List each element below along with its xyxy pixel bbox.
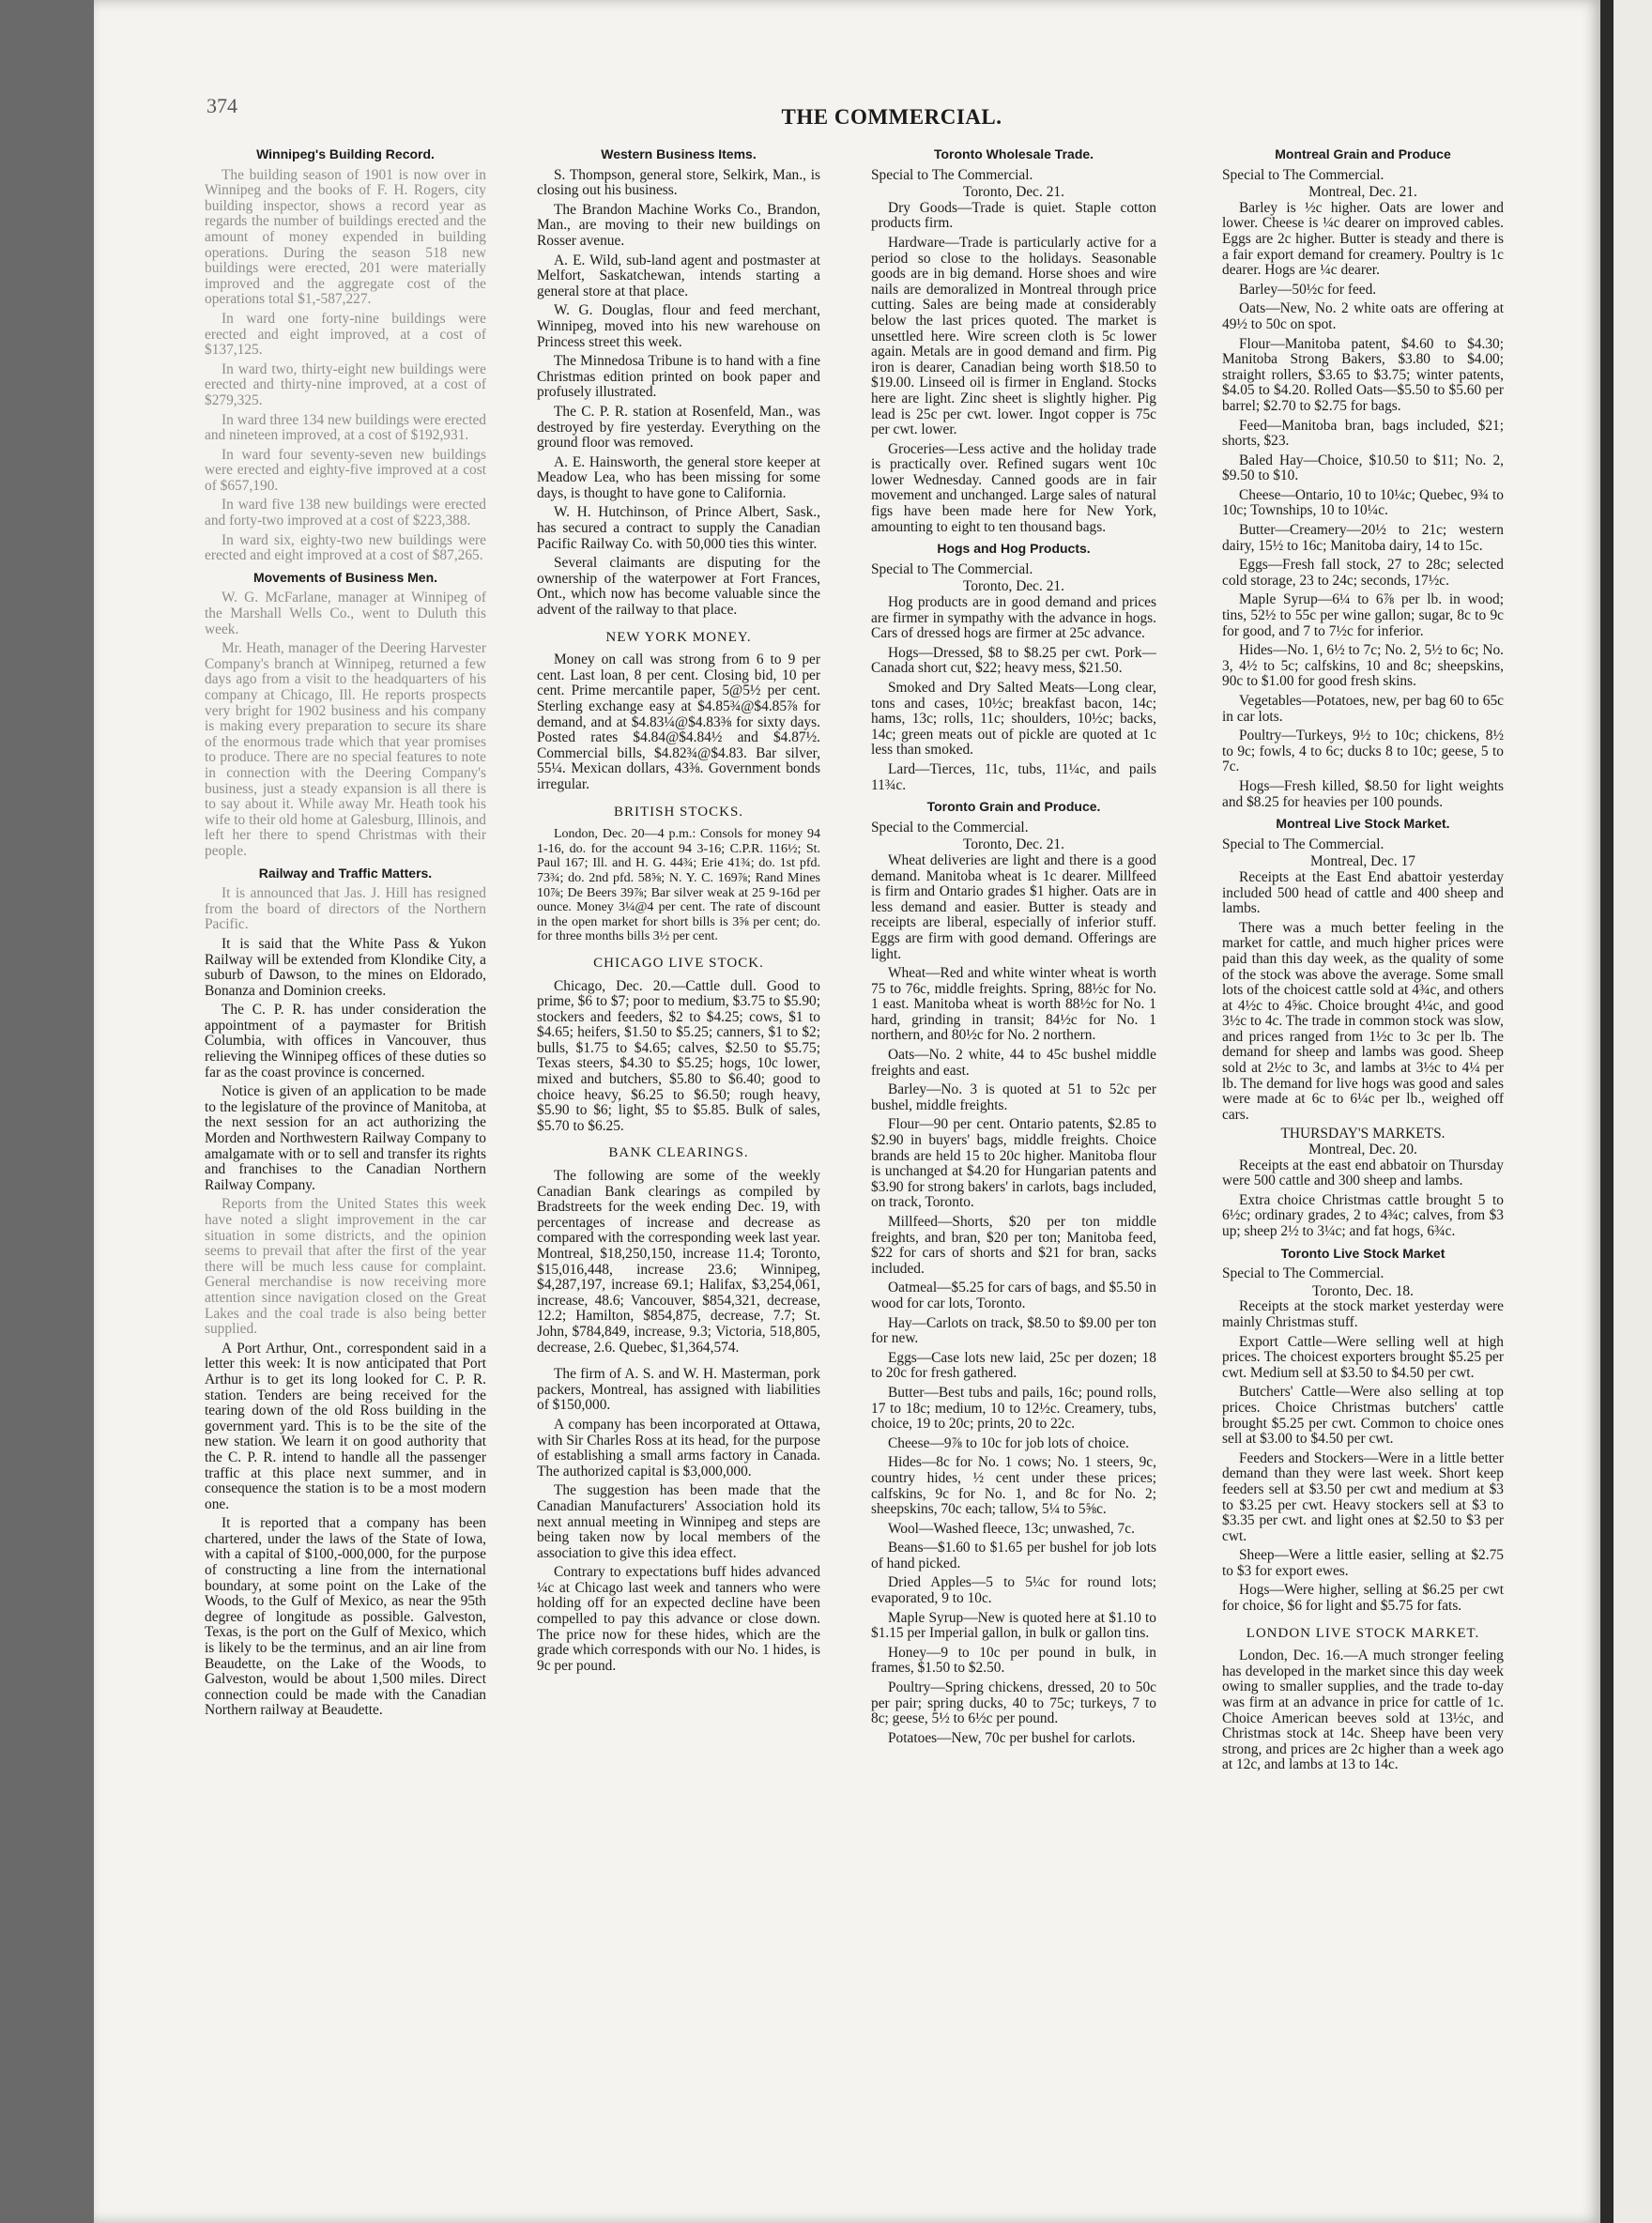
headline-montreal-live-stock: Montreal Live Stock Market.	[1276, 816, 1450, 832]
headline-winnipeg-building: Winnipeg's Building Record.	[256, 146, 435, 161]
paragraph: The suggestion has been made that the Canadian Manufacturers' Association hold its next annual meeting in Winnipeg and steps are being taken now by local members of the association to give this idea effect.	[537, 1482, 820, 1561]
paragraph: Flour—Manitoba patent, $4.60 to $4.30; Manitoba Strong Bakers, $3.80 to $4.00; straight rollers, $3.65 to $3.75; winter patents, $4.05 to $4.20. Rolled Oats—$5.50 to $5.60 per barrel; $2.70 to $2.75 for bags.	[1222, 335, 1504, 414]
byline: Special to the Commercial.	[871, 819, 1029, 836]
paragraph: A Port Arthur, Ont., correspondent said in a letter this week: It is now anticipated that Port Arthur is to get its long looked for C. P. R. station. Tenders are being received for the tearing down of the old Ross building in the government yard. This is to be the site of the new station. We learn it on good authority that the C. P. R. intend to handle all the passenger traffic at this place next summer, and in consequence the station is to be a most modern one.	[205, 1340, 486, 1512]
paragraph: The C. P. R. station at Rosenfeld, Man., was destroyed by fire yesterday. Everything on the ground floor was removed.	[537, 403, 820, 452]
paragraph: Oats—No. 2 white, 44 to 45c bushel middle freights and east.	[871, 1047, 1156, 1079]
paragraph: Hogs—Were higher, selling at $6.25 per cwt for choice, $6 for light and $5.75 for fats.	[1222, 1582, 1504, 1615]
paragraph: Receipts at the stock market yesterday were mainly Christmas stuff.	[1222, 1298, 1504, 1330]
subheading-thursdays-markets: THURSDAY'S MARKETS.	[1280, 1126, 1446, 1142]
paragraph: W. G. McFarlane, manager at Winnipeg of the Marshall Wells Co., went to Duluth this week.	[205, 590, 486, 637]
headline-london-live-stock: LONDON LIVE STOCK MARKET.	[1246, 1625, 1480, 1641]
dateline: Toronto, Dec. 18.	[1312, 1282, 1414, 1299]
byline: Special to The Commercial.	[871, 166, 1033, 183]
dateline: Montreal, Dec. 21.	[1308, 184, 1417, 201]
paragraph: Notice is given of an application to be made to the legislature of the province of Manitoba, at the next session for an act authorizing the Morden and Northwestern Railway Company to amalgamate with or to sell and transfer its rights and franchises to the Canadian Northern Railway Company.	[205, 1083, 486, 1193]
paragraph: Sheep—Were a little easier, selling at $2.75 to $3 for export ewes.	[1222, 1547, 1504, 1579]
scan-margin-right	[1600, 0, 1652, 2223]
paragraph: Potatoes—New, 70c per bushel for carlots.	[888, 1729, 1136, 1746]
paragraph: Oatmeal—$5.25 for cars of bags, and $5.50 in wood for car lots, Toronto.	[871, 1280, 1156, 1311]
adjacent-page-edge	[1614, 0, 1652, 2223]
paragraph: Several claimants are disputing for the ownership of the waterpower at Fort Frances, Ont., which now has become valuable since the advent of the railway to that place.	[537, 555, 820, 619]
byline: Special to The Commercial.	[871, 560, 1033, 577]
paragraph: Hides—8c for No. 1 cows; No. 1 steers, 9c, country hides, ½ cent under these prices; calfskins, 9c for No. 1, and 8c for No. 2; sheepskins, 70c each; tallow, 5¼ to 5⅝c.	[871, 1454, 1156, 1518]
headline-bank-clearings: BANK CLEARINGS.	[608, 1145, 749, 1161]
paragraph: The Minnedosa Tribune is to hand with a fine Christmas edition printed on book paper and profusely illustrated.	[537, 353, 820, 401]
paragraph: Wheat—Red and white winter wheat is worth 75 to 76c, middle freights. Spring, 88½c for No. 1 east. Manitoba wheat is worth 88½c for No. 1 hard, grinding in transit; 84½c for No. 1 northern, and 80½c for No. 2 northern.	[871, 965, 1156, 1044]
dateline: Toronto, Dec. 21.	[963, 184, 1064, 201]
paragraph: Cheese—9⅞ to 10c for job lots of choice.	[888, 1434, 1129, 1451]
paragraph: Groceries—Less active and the holiday trade is practically over. Refined sugars went 10c lower Wednesday. Canned goods are in fair movement and unchanged. Large sales of natural figs have been made here for New York, amounting to eight to ten thousand bags.	[871, 440, 1156, 535]
column-1	[205, 141, 486, 2206]
paragraph: The firm of A. S. and W. H. Masterman, pork packers, Montreal, has assigned with liabilities of $150,000.	[537, 1366, 820, 1414]
paragraph: The following are some of the weekly Canadian Bank clearings as compiled by Bradstreets for the week ending Dec. 19, with percentages of increase and decrease as compared with the corresponding week last year. Montreal, $18,250,150, increase 11.4; Toronto, $15,016,448, increase 23.6; Winnipeg, $4,287,197, increase 69.1; Halifax, $3,254,061, increase, 48.6; Vancouver, $854,321, decrease, 12.2; Hamilton, $854,875, decrease, 7.7; St. John, $784,849, increase, 9.3; Victoria, 518,805, decrease, 2.6. Quebec, $1,364,574.	[537, 1168, 820, 1356]
headline-toronto-wholesale: Toronto Wholesale Trade.	[933, 146, 1094, 161]
headline-hogs-products: Hogs and Hog Products.	[937, 541, 1091, 557]
paragraph: Chicago, Dec. 20.—Cattle dull. Good to prime, $6 to $7; poor to medium, $3.75 to $5.90; stockers and feeders, $2 to $4.25; cows, $1 to $4.65; heifers, $1.50 to $5.25; canners, $1 to $2; bulls, $1.75 to $4.65; calves, $2.50 to $5.75; Texas steers, $4.30 to $5.25; hogs, 10c lower, mixed and butchers, $5.80 to $6.40; good to choice heavy, $6.25 to $6.50; rough heavy, $5.90 to $6; light, $5 to $5.85. Bulk of sales, $5.70 to $6.25.	[537, 977, 820, 1134]
byline: Special to The Commercial.	[1222, 836, 1384, 852]
paragraph: Hardware—Trade is particularly active for a period so close to the holidays. Seasonable goods are in big demand. Horse shoes and wire nails are demoralized in Montreal through price cutting. Sales are being made at considerably below the last prices quoted. The market is unsettled here. Wire screen cloth is 5c lower again. Metals are in good demand and firm. Pig iron is dearer, Canadian being worth $18.50 to $19.00. Linseed oil is firmer in England. Stocks here are light. Zinc sheet is slightly higher. Pig lead is 25c per cwt. lower. Ingot copper is 75c per cwt. lower.	[871, 234, 1156, 438]
paragraph: Dried Apples—5 to 5¼c for round lots; evaporated, 9 to 10c.	[871, 1574, 1156, 1607]
paragraph: Millfeed—Shorts, $20 per ton middle freights, and bran, $20 per ton; Manitoba feed, $22 for cars of shorts and $21 for bran, sacks included.	[871, 1214, 1156, 1277]
paragraph: W. H. Hutchinson, of Prince Albert, Sask., has secured a contract to supply the Canadian Pacific Railway Co. with 50,000 ties this winter.	[537, 504, 820, 552]
paragraph: Eggs—Fresh fall stock, 27 to 28c; selected cold storage, 23 to 24c; seconds, 17½c.	[1222, 557, 1504, 589]
paragraph: Honey—9 to 10c per pound in bulk, in frames, $1.50 to $2.50.	[871, 1644, 1156, 1677]
headline-montreal-grain: Montreal Grain and Produce	[1275, 146, 1451, 161]
paragraph: Vegetables—Potatoes, new, per bag 60 to 65c in car lots.	[1222, 693, 1504, 725]
paragraph: Maple Syrup—New is quoted here at $1.10 to $1.15 per Imperial gallon, in bulk or gallon tins.	[871, 1609, 1156, 1642]
dateline: Montreal, Dec. 17	[1310, 853, 1415, 870]
paragraph: W. G. Douglas, flour and feed merchant, Winnipeg, moved into his new warehouse on Princess street this week.	[537, 302, 820, 350]
headline-toronto-grain: Toronto Grain and Produce.	[926, 799, 1101, 815]
paragraph: Dry Goods—Trade is quiet. Staple cotton products firm.	[871, 199, 1156, 232]
paragraph: Maple Syrup—6¼ to 6⅞ per lb. in wood; tins, 52½ to 55c per wine gallon; sugar, 8c to 9c for good, and 7 to 7½c for inferior.	[1222, 591, 1504, 639]
column-3	[871, 141, 1156, 2206]
paragraph: Butter—Creamery—20½ to 21c; western dairy, 15½ to 16c; Manitoba dairy, 14 to 15c.	[1222, 522, 1504, 554]
paragraph: Receipts at the east end abbatoir on Thursday were 500 cattle and 300 sheep and lambs.	[1222, 1157, 1504, 1189]
paragraph: A company has been incorporated at Ottawa, with Sir Charles Ross at its head, for the purpose of establishing a small arms factory in Canada. The authorized capital is $3,000,000.	[537, 1416, 820, 1479]
dateline: Montreal, Dec. 20.	[1308, 1142, 1417, 1158]
paragraph: Export Cattle—Were selling well at high prices. The choicest exporters brought $5.25 per cwt. Medium sell at $3.50 to $4.50 per cwt.	[1222, 1333, 1504, 1381]
paragraph: In ward two, thirty-eight new buildings were erected and thirty-nine improved, at a cost of $279,325.	[205, 360, 486, 408]
paragraph: Poultry—Turkeys, 9½ to 10c; chickens, 8½ to 9c; fowls, 4 to 6c; ducks 8 to 10c; geese, 5 to 7c.	[1222, 728, 1504, 775]
paragraph: Wool—Washed fleece, 13c; unwashed, 7c.	[888, 1520, 1135, 1537]
paragraph: Barley—No. 3 is quoted at 51 to 52c per bushel, middle freights.	[871, 1081, 1156, 1113]
paragraph: Feed—Manitoba bran, bags included, $21; shorts, $23.	[1222, 417, 1504, 450]
paragraph: In ward three 134 new buildings were erected and nineteen improved, at a cost of $192,931.	[205, 411, 486, 444]
paragraph: Hogs—Fresh killed, $8.50 for light weights and $8.25 for heavies per 100 pounds.	[1222, 777, 1504, 810]
paragraph: Contrary to expectations buff hides advanced ¼c at Chicago last week and tanners who were holding off for an expected decline have been compelled to pay this advance or close down. The price now for these hides, which are the grade which corresponds with our No. 1 hides, is 9c per pound.	[537, 1564, 820, 1674]
paragraph: Feeders and Stockers—Were in a little better demand than they were last week. Short keep feeders sell at $3.50 per cwt and medium at $3 to $3.25 per cwt. Heavy stockers sell at $3 to $3.35 per cwt. and light ones at $2.50 to $3 per cwt.	[1222, 1449, 1504, 1544]
byline: Special to The Commercial.	[1222, 1265, 1384, 1282]
paragraph: Baled Hay—Choice, $10.50 to $11; No. 2, $9.50 to $10.	[1222, 452, 1504, 484]
paragraph: Receipts at the East End abattoir yesterday included 500 head of cattle and 400 sheep and lambs.	[1222, 868, 1504, 917]
paragraph: Oats—New, No. 2 white oats are offering at 49½ to 50c on spot.	[1222, 300, 1504, 332]
column-4	[1222, 141, 1504, 2206]
paragraph: Extra choice Christmas cattle brought 5 to 6½c; ordinary grades, 2 to 4¾c; calves, from $3 up; sheep 2½ to 3¼c; and fat hogs, 6¾c.	[1222, 1191, 1504, 1239]
paragraph: Beans—$1.60 to $1.65 per bushel for job lots of hand picked.	[871, 1540, 1156, 1571]
paragraph: In ward one forty-nine buildings were erected and eight improved, at a cost of $137,125.	[205, 310, 486, 359]
headline-british-stocks: BRITISH STOCKS.	[613, 804, 744, 820]
paragraph: Hay—Carlots on track, $8.50 to $9.00 per ton for new.	[871, 1314, 1156, 1347]
paragraph: Reports from the United States this week have noted a slight improvement in the car situation in some districts, and the opinion seems to prevail that after the first of the year there will be much less cause for complaint. General merchandise is now receiving more attention since navigation closed on the Great Lakes and the coal trade is also being better supplied.	[205, 1196, 486, 1338]
paragraph: It is reported that a company has been chartered, under the laws of the State of Iowa, with a capital of $100,-000,000, for the purpose of constructing a line from the international boundary, at some point on the Lake of the Woods, to the Gulf of Mexico, as near the 95th degree of longitude as possible. Galveston, Texas, is the port on the Gulf of Mexico, which is likely to be the terminus, and an air line from Beaudette, on the Lake of the Woods, to Galveston, would be about 1,500 miles. Direct connection could be made with the Canadian Northern railway at Beaudette.	[205, 1515, 486, 1719]
paragraph: London, Dec. 16.—A much stronger feeling has developed in the market since this day week owing to smaller supplies, and the trade to-day was firm at an advance in price for cattle of 1c. Choice American beeves sold at 13½c, and Christmas stock at 14c. Sheep have been very strong, and prices are 2c higher than a week ago at 12c, and lambs at 13 to 14c.	[1222, 1648, 1504, 1773]
paragraph: The C. P. R. has under consideration the appointment of a paymaster for British Columbia, with offices in Vancouver, thus relieving the Winnipeg offices of these duties so far as the coast province is concerned.	[205, 1002, 486, 1081]
paragraph: Money on call was strong from 6 to 9 per cent. Last loan, 8 per cent. Closing bid, 10 per cent. Prime mercantile paper, 5@5½ per cent. Sterling exchange easy at $4.85¾@$4.85⅞ for demand, and at $4.83¼@$4.83⅜ for sixty days. Posted rates $4.84@$4.84½ and $4.87½. Commercial bills, $4.82¾@$4.83. Bar silver, 55¼. Mexican dollars, 43⅜. Government bonds irregular.	[537, 652, 820, 792]
paragraph: It is said that the White Pass & Yukon Railway will be extended from Klondike City, a suburb of Dawson, to the mines on Eldorado, Bonanza and Dominion creeks.	[205, 935, 486, 999]
paragraph: The Brandon Machine Works Co., Brandon, Man., are moving to their new buildings on Rosser avenue.	[537, 201, 820, 249]
paragraph: There was a much better feeling in the market for cattle, and much higher prices were paid than this day week, as the quality of some of the stock was above the average. Some small lots of the choicest cattle sold at 4¾c, and others at 4½c to 4⅝c. Choice brought 4¼c, and good 3½c to 4c. The trade in common stock was slow, and prices ranged from 1½c to 3c per lb. The demand for sheep and lambs was good. Sheep sold at 2½c to 3c, and lambs at 3½c to 4¼ per lb. The demand for live hogs was good and sales were made at 6c to 6¼c per lb., weighed off cars.	[1222, 919, 1504, 1123]
headline-toronto-live-stock: Toronto Live Stock Market	[1280, 1245, 1446, 1261]
paragraph: Butter—Best tubs and pails, 16c; pound rolls, 17 to 18c; medium, 10 to 12½c. Creamery, tubs, choice, 19 to 20c; prints, 20 to 22c.	[871, 1384, 1156, 1433]
paragraph: It is announced that Jas. J. Hill has resigned from the board of directors of the Northern Pacific.	[205, 885, 486, 933]
dateline: Toronto, Dec. 21.	[963, 836, 1064, 853]
paragraph: In ward six, eighty-two new buildings were erected and eight improved at a cost of $87,265.	[205, 531, 486, 564]
paragraph: Barley is ½c higher. Oats are lower and lower. Cheese is ¼c dearer on improved cables. Eggs are 2c higher. Butter is steady and there is a fair export demand for creamery. Poultry is 1c dearer. Hogs are ¼c dearer.	[1222, 199, 1504, 279]
paragraph: Lard—Tierces, 11c, tubs, 11¼c, and pails 11¾c.	[871, 760, 1156, 793]
paragraph: Hog products are in good demand and prices are firmer in sympathy with the advance in hogs. Cars of dressed hogs are firmer at 25c advance.	[871, 594, 1156, 642]
paragraph: Eggs—Case lots new laid, 25c per dozen; 18 to 20c for fresh gathered.	[871, 1349, 1156, 1382]
headline-railway-traffic: Railway and Traffic Matters.	[258, 865, 433, 881]
paragraph: Mr. Heath, manager of the Deering Harvester Company's branch at Winnipeg, returned a few days ago from a visit to the headquarters of his company at Chicago, Ill. He reports prospects very bright for 1902 business and his company is making every preparation to secure its share of the enormous trade which that year promises to produce. There are no special features to note in connection with the Deering Company's business, just a steady expansion is all there is to say about it. While away Mr. Heath took his wife to their old home at Galesburg, Illinois, and left her there to spend Christmas with their people.	[205, 640, 486, 859]
paragraph: A. E. Wild, sub-land agent and postmaster at Melfort, Saskatchewan, intends starting a general store at that place.	[537, 252, 820, 299]
paragraph: Barley—50½c for feed.	[1239, 281, 1377, 298]
paragraph: A. E. Hainsworth, the general store keeper at Meadow Lea, who has been missing for some days, is thought to have gone to California.	[537, 453, 820, 501]
scan-margin-left	[0, 0, 94, 2223]
paragraph: Butchers' Cattle—Were also selling at top prices. Choice Christmas butchers' cattle brought $5.25 per cwt. Common to choice ones sell at $3.00 to $4.50 per cwt.	[1222, 1384, 1504, 1448]
paragraph: Cheese—Ontario, 10 to 10¼c; Quebec, 9¾ to 10c; Townships, 10 to 10¼c.	[1222, 486, 1504, 519]
paragraph: The building season of 1901 is now over in Winnipeg and the books of F. H. Rogers, city building inspector, shows a record year as regards the number of buildings erected and the amount of money expended in building operations. During the season 518 new buildings were erected, 201 were materially improved and the aggregate cost of the operations total $1,-587,227.	[205, 166, 486, 308]
dateline: Toronto, Dec. 21.	[963, 578, 1064, 595]
headline-business-men: Movements of Business Men.	[252, 569, 438, 585]
masthead: THE COMMERCIAL.	[781, 105, 1002, 129]
headline-new-york-money: NEW YORK MONEY.	[605, 629, 752, 645]
paragraph: S. Thompson, general store, Selkirk, Man., is closing out his business.	[537, 166, 820, 199]
paragraph: Hogs—Dressed, $8 to $8.25 per cwt. Pork—Canada short cut, $22; heavy mess, $21.50.	[871, 644, 1156, 677]
byline: Special to The Commercial.	[1222, 166, 1384, 183]
paragraph: In ward four seventy-seven new buildings were erected and eighty-five improved at a cost of $657,190.	[205, 446, 486, 494]
paragraph: Smoked and Dry Salted Meats—Long clear, tons and cases, 10½c; breakfast bacon, 14c; hams, 13c; rolls, 11c; shoulders, 10½c; backs, 14c; green meats out of pickle are quoted at 1c less than smoked.	[871, 680, 1156, 759]
paragraph: Wheat deliveries are light and there is a good demand. Manitoba wheat is 1c dearer. Millfeed is firm and Ontario grades $1 higher. Oats are in less demand and easier. Butter is steady and receipts are liberal, especially of inferior stuff. Eggs are firm with good demand. Offerings are light.	[871, 851, 1156, 962]
paragraph: Flour—90 per cent. Ontario patents, $2.85 to $2.90 in buyers' bags, middle freights. Choice brands are held 15 to 20c higher. Manitoba flour is unchanged at $4.20 for Hungarian patents and $3.90 for strong bakers' in carlots, bags included, on track, Toronto.	[871, 1116, 1156, 1211]
article-body	[205, 168, 486, 564]
page-number: 374	[206, 94, 237, 117]
article-body	[205, 590, 486, 859]
headline-chicago-live-stock: CHICAGO LIVE STOCK.	[593, 955, 764, 971]
paragraph: London, Dec. 20—4 p.m.: Consols for money 94 1-16, do. for the account 94 3-16; C.P.R. 116½; St. Paul 167; Ill. and H. G. 44¾; Erie 41¾; do. 1st pfd. 73¾; do. 2nd pfd. 58⅝; N. Y. C. 169⅞; Rand Mines 10⅞; De Beers 39⅞; Bar silver weak at 25 9-16d per ounce. Money 3¼@4 per cent. The rate of discount in the open market for short bills is 3⅝ per cent; do. for three months bills 3½ per cent.	[537, 827, 820, 944]
paragraph: In ward five 138 new buildings were erected and forty-two improved at a cost of $223,388.	[205, 497, 486, 529]
column-2	[537, 141, 820, 2206]
paragraph: Hides—No. 1, 6½ to 7c; No. 2, 5½ to 6c; No. 3, 4½ to 5c; calfskins, 10 and 8c; sheepskins, 90c to $1.00 for good fresh skins.	[1222, 642, 1504, 690]
headline-western-business: Western Business Items.	[601, 146, 757, 161]
paragraph: Poultry—Spring chickens, dressed, 20 to 50c per pair; spring ducks, 40 to 75c; turkeys, 7 to 8c; geese, 5½ to 6½c per pound.	[871, 1679, 1156, 1727]
